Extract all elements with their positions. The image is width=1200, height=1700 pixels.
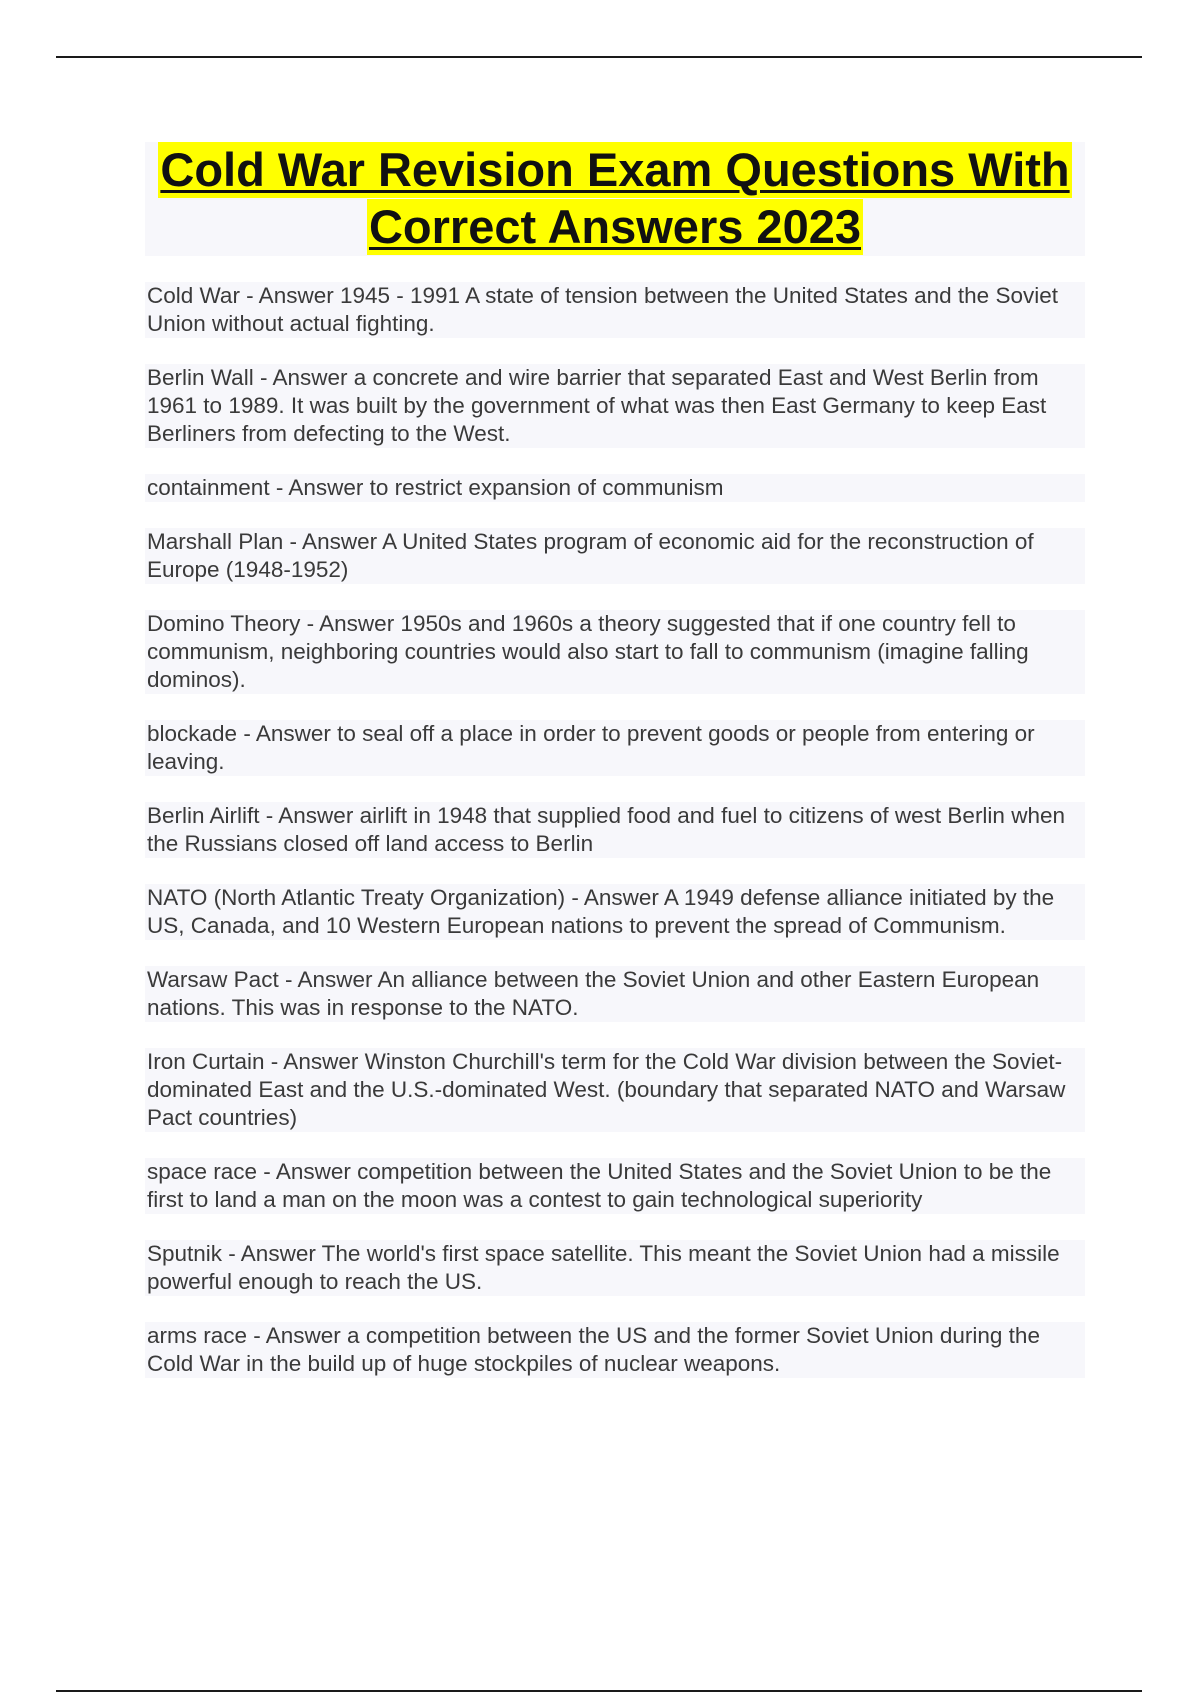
qa-entry-berlin-airlift: Berlin Airlift - Answer airlift in 1948 that supplied food and fuel to citizens of west Berlin when the Russians closed off land access to Berlin [145, 802, 1085, 858]
qa-entry-space-race: space race - Answer competition between the United States and the Soviet Union to be the first to land a man on the moon was a contest to gain technological superiority [145, 1158, 1085, 1214]
qa-entry-berlin-wall: Berlin Wall - Answer a concrete and wire barrier that separated East and West Berlin from 1961 to 1989. It was built by the government of what was then East Germany to keep East Berliners from defecting to the West. [145, 364, 1085, 448]
qa-entry-iron-curtain: Iron Curtain - Answer Winston Churchill's term for the Cold War division between the Soviet-dominated East and the U.S.-dominated West. (boundary that separated NATO and Warsaw Pact countries) [145, 1048, 1085, 1132]
title-line-1: Cold War Revision Exam Questions With [160, 143, 1070, 196]
qa-entry-arms-race: arms race - Answer a competition between the US and the former Soviet Union during the Cold War in the build up of huge stockpiles of nuclear weapons. [145, 1322, 1085, 1378]
footer-rule [56, 1690, 1142, 1692]
document-title [145, 142, 1085, 256]
qa-entry-marshall-plan: Marshall Plan - Answer A United States program of economic aid for the reconstruction of Europe (1948-1952) [145, 528, 1085, 584]
qa-entry-warsaw-pact: Warsaw Pact - Answer An alliance between the Soviet Union and other Eastern European nations. This was in response to the NATO. [145, 966, 1085, 1022]
qa-entry-domino-theory: Domino Theory - Answer 1950s and 1960s a theory suggested that if one country fell to communism, neighboring countries would also start to fall to communism (imagine falling dominos). [145, 610, 1085, 694]
qa-entry-blockade: blockade - Answer to seal off a place in order to prevent goods or people from entering or leaving. [145, 720, 1085, 776]
title-line-2: Correct Answers 2023 [368, 200, 861, 253]
qa-entry-nato: NATO (North Atlantic Treaty Organization) - Answer A 1949 defense alliance initiated by the US, Canada, and 10 Western European nations to prevent the spread of Communism. [145, 884, 1085, 940]
header-rule [56, 56, 1142, 58]
qa-entry-cold-war: Cold War - Answer 1945 - 1991 A state of tension between the United States and the Soviet Union without actual fighting. [145, 282, 1085, 338]
qa-list [145, 282, 1085, 1404]
qa-entry-sputnik: Sputnik - Answer The world's first space satellite. This meant the Soviet Union had a missile powerful enough to reach the US. [145, 1240, 1085, 1296]
qa-entry-containment: containment - Answer to restrict expansion of communism [145, 474, 1085, 502]
